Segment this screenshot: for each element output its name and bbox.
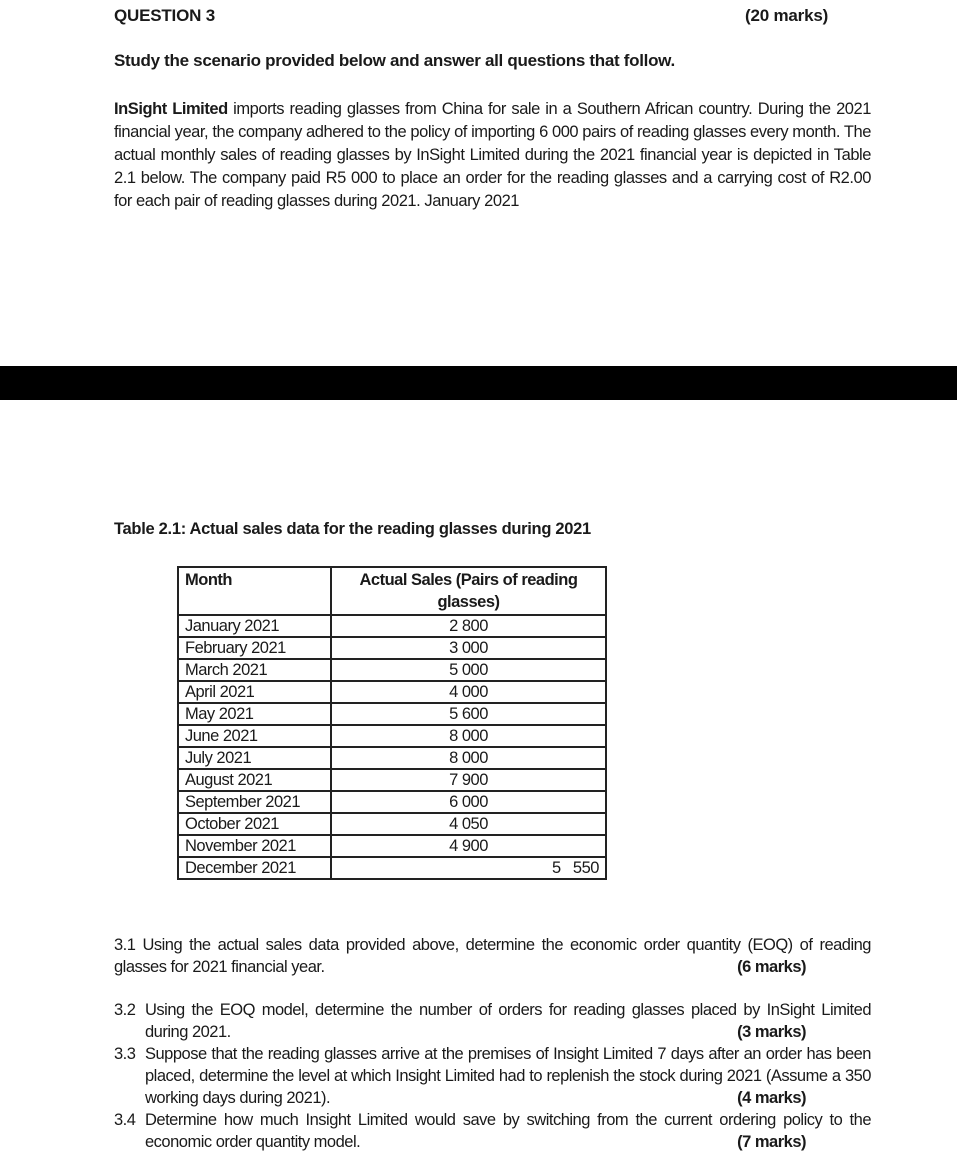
scenario-company-name: InSight Limited xyxy=(114,100,228,118)
question-marks: (7 marks) xyxy=(737,1133,806,1151)
cell-month: September 2021 xyxy=(178,791,331,813)
cell-sales: 4 900 xyxy=(331,835,606,857)
question-number: 3.3 xyxy=(114,1045,136,1063)
cell-sales: 5 600 xyxy=(331,703,606,725)
cell-month: January 2021 xyxy=(178,615,331,637)
cell-sales: 6 000 xyxy=(331,791,606,813)
cell-sales: 8 000 xyxy=(331,747,606,769)
cell-month: November 2021 xyxy=(178,835,331,857)
cell-month: August 2021 xyxy=(178,769,331,791)
question-marks: (3 marks) xyxy=(737,1023,806,1041)
redaction-bar xyxy=(0,366,957,400)
cell-month: March 2021 xyxy=(178,659,331,681)
scenario-text: imports reading glasses from China for sale in a Southern African country. During the 2021 financial year, the company adhered to the policy of importing 6 000 pairs of reading glasses every month. The actual monthly sales of reading glasses by InSight Limited during the 2021 financial year is depicted in Table 2.1 below. The company paid R5 000 to place an order for the reading glasses and a carrying cost of R2.00 for each pair of reading glasses during 2021. January 2021 xyxy=(114,100,871,210)
question-number: 3.2 xyxy=(114,1001,136,1019)
table-row xyxy=(178,725,606,747)
question-list xyxy=(114,934,871,1153)
cell-sales: 8 000 xyxy=(331,725,606,747)
table-row xyxy=(178,747,606,769)
table-header-row xyxy=(178,567,606,615)
table-row xyxy=(178,703,606,725)
question-marks: (4 marks) xyxy=(737,1089,806,1107)
table-caption: Table 2.1: Actual sales data for the reading glasses during 2021 xyxy=(114,520,591,538)
table-row xyxy=(178,659,606,681)
question-item-3-3 xyxy=(114,1043,871,1109)
scenario-paragraph xyxy=(114,98,871,213)
table-row xyxy=(178,791,606,813)
question-text: 3.1 Using the actual sales data provided above, determine the economic order quantity (EOQ) of reading glasses for 2021 financial year. xyxy=(114,936,871,976)
question-item-3-1 xyxy=(114,934,871,978)
question-number: 3.4 xyxy=(114,1111,136,1129)
table-row xyxy=(178,637,606,659)
table-row xyxy=(178,769,606,791)
question-text: Suppose that the reading glasses arrive at the premises of Insight Limited 7 days after an order has been placed, determine the level at which Insight Limited had to replenish the stock during 2021 (Assume a 350 working days during 2021). xyxy=(145,1045,871,1107)
question-text: Determine how much Insight Limited would save by switching from the current ordering policy to the economic order quantity model. xyxy=(145,1111,871,1151)
cell-month: February 2021 xyxy=(178,637,331,659)
question-item-3-2 xyxy=(114,999,871,1043)
table-row xyxy=(178,835,606,857)
question-number: 3.1 xyxy=(114,936,136,954)
cell-sales: 5 000 xyxy=(331,659,606,681)
table-row xyxy=(178,857,606,879)
cell-month: July 2021 xyxy=(178,747,331,769)
cell-sales: 2 800 xyxy=(331,615,606,637)
table-row xyxy=(178,681,606,703)
question-text: Using the EOQ model, determine the number of orders for reading glasses placed by InSight Limited during 2021. xyxy=(145,1001,871,1041)
header-actual-sales: Actual Sales (Pairs of reading glasses) xyxy=(331,567,606,615)
table-row xyxy=(178,615,606,637)
question-marks: (6 marks) xyxy=(737,958,806,976)
header-month: Month xyxy=(178,567,331,615)
question-item-3-4 xyxy=(114,1109,871,1153)
cell-sales: 5 550 xyxy=(331,857,606,879)
cell-month: December 2021 xyxy=(178,857,331,879)
cell-month: May 2021 xyxy=(178,703,331,725)
cell-sales: 4 050 xyxy=(331,813,606,835)
question-instruction: Study the scenario provided below and answer all questions that follow. xyxy=(114,51,675,70)
question-title: QUESTION 3 xyxy=(114,6,215,25)
cell-month: October 2021 xyxy=(178,813,331,835)
cell-month: April 2021 xyxy=(178,681,331,703)
sales-table xyxy=(177,566,607,880)
question-total-marks: (20 marks) xyxy=(745,6,829,25)
cell-month: June 2021 xyxy=(178,725,331,747)
cell-sales: 4 000 xyxy=(331,681,606,703)
cell-sales: 7 900 xyxy=(331,769,606,791)
cell-sales: 3 000 xyxy=(331,637,606,659)
table-row xyxy=(178,813,606,835)
